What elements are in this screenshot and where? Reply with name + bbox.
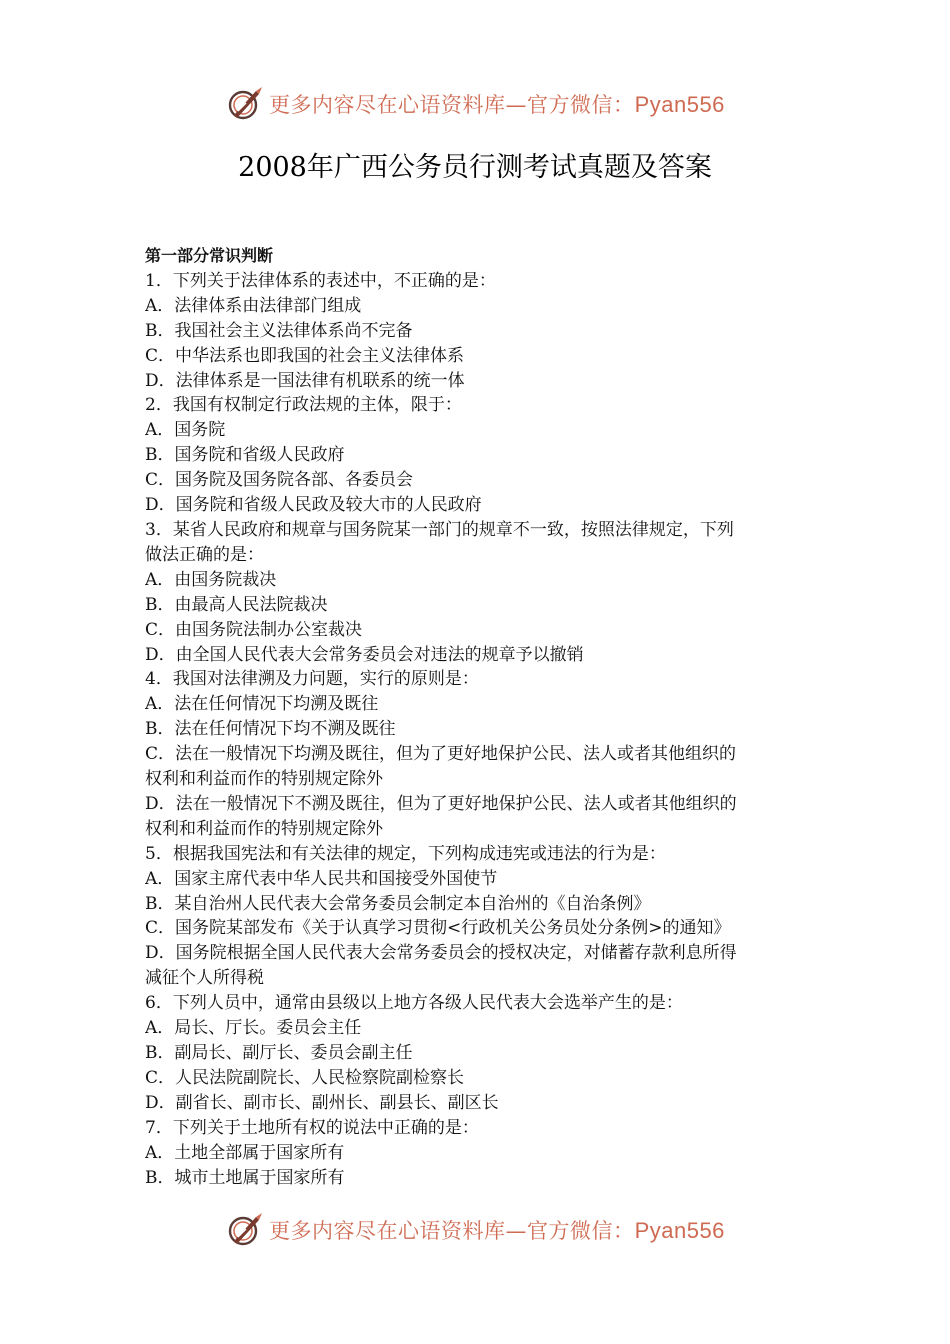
text-line: D．国务院和省级人民政及较大市的人民政府 (145, 495, 482, 516)
document-title: 2008年广西公务员行测考试真题及答案 (238, 152, 712, 183)
watermark-text (269, 89, 725, 119)
watermark-footer (0, 1210, 950, 1250)
watermark-inner (225, 1210, 725, 1250)
text-line: D．法在一般情况下不溯及既往，但为了更好地保护公民、法人或者其他组织的 (145, 793, 737, 814)
text-line: 2．我国有权制定行政法规的主体，限于： (145, 395, 462, 416)
text-line: 4．我国对法律溯及力问题，实行的原则是： (145, 669, 479, 690)
text-line: 3．某省人民政府和规章与国务院某一部门的规章不一致，按照法律规定，下列 (145, 519, 734, 540)
text-line: C．国务院某部发布《关于认真学习贯彻<行政机关公务员处分条例>的通知》 (145, 918, 731, 939)
text-line: 做法正确的是： (145, 544, 264, 565)
watermark-inner (225, 84, 725, 124)
document-body (145, 244, 810, 1190)
watermark-header (0, 84, 950, 124)
text-line: A．法律体系由法律部门组成 (145, 295, 362, 316)
text-line: 7．下列关于土地所有权的说法中正确的是： (145, 1117, 479, 1138)
text-line: A．由国务院裁决 (145, 569, 277, 590)
text-line: B．国务院和省级人民政府 (145, 445, 345, 466)
text-line: B．某自治州人民代表大会常务委员会制定本自治州的《自治条例》 (145, 893, 651, 914)
text-line: A．局长、厅长。委员会主任 (145, 1018, 362, 1039)
text-line: D．国务院根据全国人民代表大会常务委员会的授权决定，对储蓄存款利息所得 (145, 943, 737, 964)
text-line: C．由国务院法制办公室裁决 (145, 619, 363, 640)
text-line: C．中华法系也即我国的社会主义法律体系 (145, 345, 465, 366)
text-line: C．人民法院副院长、人民检察院副检察长 (145, 1067, 465, 1088)
text-line: A．国家主席代表中华人民共和国接受外国使节 (145, 868, 498, 889)
section-heading: 第一部分常识判断 (145, 246, 274, 265)
watermark-wechat-id: Pyan556 (634, 1218, 725, 1243)
text-line: 减征个人所得税 (145, 968, 264, 989)
watermark-wechat-id: Pyan556 (634, 92, 725, 117)
text-line: B．法在任何情况下均不溯及既往 (145, 719, 396, 740)
text-line: 权利和利益而作的特别规定除外 (145, 818, 383, 839)
text-line: C．法在一般情况下均溯及既往，但为了更好地保护公民、法人或者其他组织的 (145, 744, 737, 765)
watermark-label: 更多内容尽在心语资料库—官方微信： (269, 93, 635, 117)
watermark-label: 更多内容尽在心语资料库—官方微信： (269, 1219, 635, 1243)
text-line: A．土地全部属于国家所有 (145, 1142, 345, 1163)
text-line: A．法在任何情况下均溯及既往 (145, 694, 379, 715)
text-line: C．国务院及国务院各部、各委员会 (145, 470, 414, 491)
text-line: B．由最高人民法院裁决 (145, 594, 328, 615)
text-line: B．城市土地属于国家所有 (145, 1167, 345, 1188)
text-line: D．副省长、副市长、副州长、副县长、副区长 (145, 1092, 499, 1113)
watermark-text (269, 1215, 725, 1245)
text-line: A．国务院 (145, 420, 226, 441)
text-line: B．我国社会主义法律体系尚不完备 (145, 320, 413, 341)
text-line: 1．下列关于法律体系的表述中，不正确的是： (145, 270, 496, 291)
text-line: 6．下列人员中，通常由县级以上地方各级人民代表大会选举产生的是： (145, 993, 683, 1014)
pen-nib-logo-icon (225, 1210, 265, 1250)
text-line: D．法律体系是一国法律有机联系的统一体 (145, 370, 465, 391)
text-line: 权利和利益而作的特别规定除外 (145, 769, 383, 790)
text-line: D．由全国人民代表大会常务委员会对违法的规章予以撤销 (145, 644, 584, 665)
text-line: 5．根据我国宪法和有关法律的规定，下列构成违宪或违法的行为是： (145, 843, 666, 864)
text-line: B．副局长、副厅长、委员会副主任 (145, 1043, 413, 1063)
pen-nib-logo-icon (225, 84, 265, 124)
